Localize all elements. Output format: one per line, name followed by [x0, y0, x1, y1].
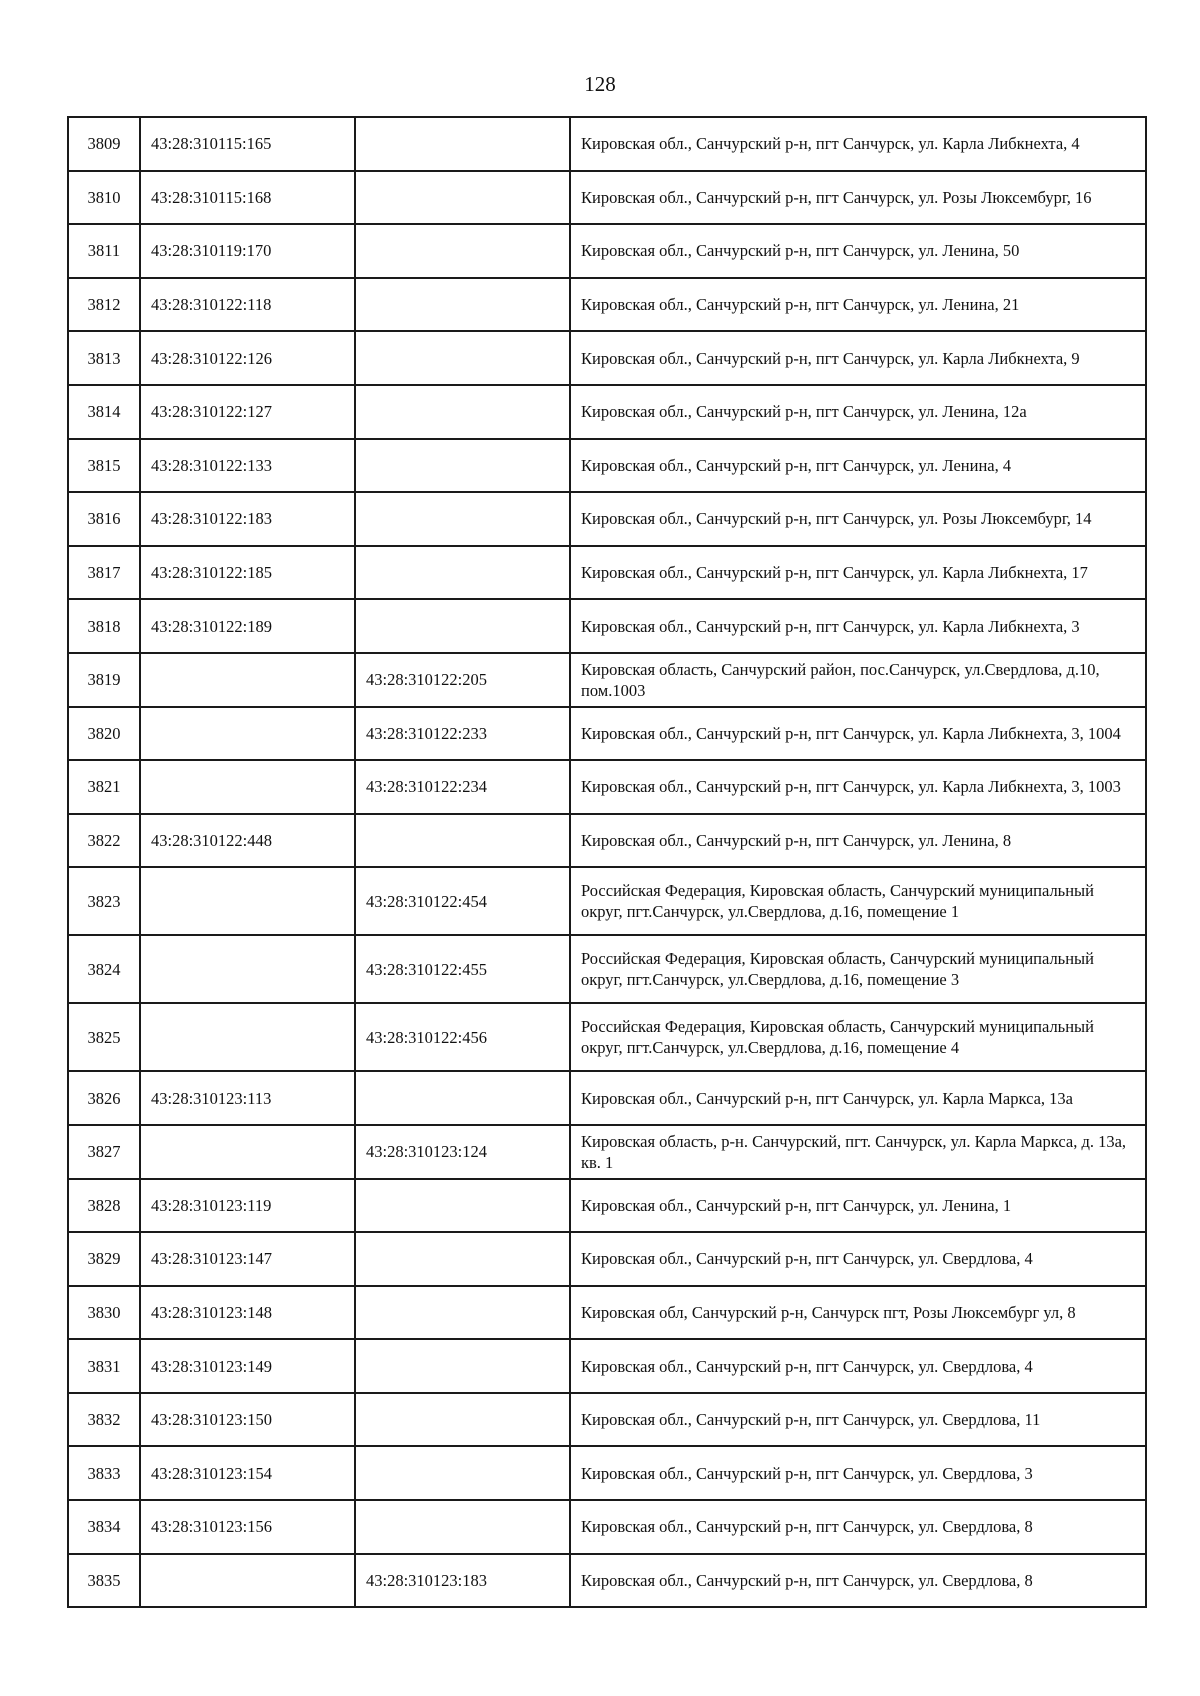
row-number-cell: 3821: [68, 760, 140, 814]
object-cadastral-cell: 43:28:310123:124: [355, 1125, 570, 1179]
address-cell: Кировская обл., Санчурский р-н, пгт Санчурск, ул. Свердлова, 8: [570, 1554, 1146, 1608]
row-number-cell: 3811: [68, 224, 140, 278]
land-cadastral-cell: 43:28:310123:154: [140, 1446, 355, 1500]
object-cadastral-cell: [355, 171, 570, 225]
object-cadastral-cell: [355, 224, 570, 278]
object-cadastral-cell: [355, 814, 570, 868]
land-cadastral-cell: 43:28:310122:189: [140, 599, 355, 653]
object-cadastral-cell: 43:28:310122:205: [355, 653, 570, 707]
row-number-cell: 3835: [68, 1554, 140, 1608]
object-cadastral-cell: 43:28:310122:454: [355, 867, 570, 935]
object-cadastral-cell: [355, 546, 570, 600]
table-row: [68, 439, 1146, 493]
table-row: [68, 1286, 1146, 1340]
object-cadastral-cell: [355, 1446, 570, 1500]
land-cadastral-cell: [140, 867, 355, 935]
address-cell: Кировская обл., Санчурский р-н, пгт Санчурск, ул. Розы Люксембург, 16: [570, 171, 1146, 225]
row-number-cell: 3827: [68, 1125, 140, 1179]
land-cadastral-cell: 43:28:310115:165: [140, 117, 355, 171]
land-cadastral-cell: 43:28:310122:183: [140, 492, 355, 546]
land-cadastral-cell: 43:28:310123:156: [140, 1500, 355, 1554]
address-cell: Кировская обл., Санчурский р-н, пгт Санчурск, ул. Ленина, 50: [570, 224, 1146, 278]
address-cell: Российская Федерация, Кировская область, Санчурский муниципальный округ, пгт.Санчурск, ул.Свердлова, д.16, помещение 3: [570, 935, 1146, 1003]
land-cadastral-cell: 43:28:310115:168: [140, 171, 355, 225]
row-number-cell: 3824: [68, 935, 140, 1003]
object-cadastral-cell: [355, 117, 570, 171]
land-cadastral-cell: 43:28:310122:448: [140, 814, 355, 868]
address-cell: Кировская обл., Санчурский р-н, пгт Санчурск, ул. Ленина, 8: [570, 814, 1146, 868]
row-number-cell: 3832: [68, 1393, 140, 1447]
address-cell: Кировская обл., Санчурский р-н, пгт Санчурск, ул. Свердлова, 4: [570, 1339, 1146, 1393]
table-row: [68, 1071, 1146, 1125]
land-cadastral-cell: 43:28:310123:119: [140, 1179, 355, 1233]
land-cadastral-cell: [140, 1554, 355, 1608]
address-cell: Кировская обл., Санчурский р-н, пгт Санчурск, ул. Карла Либкнехта, 4: [570, 117, 1146, 171]
row-number-cell: 3833: [68, 1446, 140, 1500]
row-number-cell: 3813: [68, 331, 140, 385]
land-cadastral-cell: 43:28:310119:170: [140, 224, 355, 278]
address-cell: Кировская область, р-н. Санчурский, пгт. Санчурск, ул. Карла Маркса, д. 13а, кв. 1: [570, 1125, 1146, 1179]
table-row: [68, 224, 1146, 278]
land-cadastral-cell: [140, 1125, 355, 1179]
address-cell: Кировская обл., Санчурский р-н, пгт Санчурск, ул. Ленина, 12а: [570, 385, 1146, 439]
land-cadastral-cell: 43:28:310123:113: [140, 1071, 355, 1125]
table-row: [68, 1554, 1146, 1608]
object-cadastral-cell: [355, 1179, 570, 1233]
table-row: [68, 546, 1146, 600]
land-cadastral-cell: 43:28:310123:150: [140, 1393, 355, 1447]
object-cadastral-cell: [355, 492, 570, 546]
row-number-cell: 3829: [68, 1232, 140, 1286]
land-cadastral-cell: [140, 760, 355, 814]
row-number-cell: 3828: [68, 1179, 140, 1233]
address-cell: Кировская обл., Санчурский р-н, пгт Санчурск, ул. Карла Либкнехта, 3, 1004: [570, 707, 1146, 761]
address-cell: Кировская обл., Санчурский р-н, пгт Санчурск, ул. Свердлова, 4: [570, 1232, 1146, 1286]
address-cell: Кировская обл., Санчурский р-н, пгт Санчурск, ул. Карла Либкнехта, 17: [570, 546, 1146, 600]
address-cell: Кировская обл., Санчурский р-н, пгт Санчурск, ул. Карла Либкнехта, 9: [570, 331, 1146, 385]
object-cadastral-cell: [355, 1232, 570, 1286]
object-cadastral-cell: [355, 278, 570, 332]
address-cell: Кировская обл., Санчурский р-н, пгт Санчурск, ул. Свердлова, 3: [570, 1446, 1146, 1500]
object-cadastral-cell: [355, 385, 570, 439]
land-cadastral-cell: 43:28:310122:127: [140, 385, 355, 439]
row-number-cell: 3816: [68, 492, 140, 546]
table-row: [68, 1393, 1146, 1447]
land-cadastral-cell: 43:28:310122:185: [140, 546, 355, 600]
table-row: [68, 1446, 1146, 1500]
table-row: [68, 1232, 1146, 1286]
object-cadastral-cell: 43:28:310122:233: [355, 707, 570, 761]
land-cadastral-cell: [140, 935, 355, 1003]
land-cadastral-cell: 43:28:310123:148: [140, 1286, 355, 1340]
row-number-cell: 3822: [68, 814, 140, 868]
object-cadastral-cell: [355, 1286, 570, 1340]
table-row: [68, 171, 1146, 225]
row-number-cell: 3814: [68, 385, 140, 439]
land-cadastral-cell: [140, 1003, 355, 1071]
table-row: [68, 935, 1146, 1003]
table-row: [68, 1125, 1146, 1179]
table-row: [68, 278, 1146, 332]
object-cadastral-cell: 43:28:310122:456: [355, 1003, 570, 1071]
row-number-cell: 3810: [68, 171, 140, 225]
object-cadastral-cell: [355, 439, 570, 493]
page-number: 128: [584, 72, 616, 96]
address-cell: Российская Федерация, Кировская область, Санчурский муниципальный округ, пгт.Санчурск, ул.Свердлова, д.16, помещение 1: [570, 867, 1146, 935]
land-cadastral-cell: 43:28:310122:133: [140, 439, 355, 493]
object-cadastral-cell: [355, 1339, 570, 1393]
address-cell: Кировская область, Санчурский район, пос.Санчурск, ул.Свердлова, д.10, пом.1003: [570, 653, 1146, 707]
address-cell: Кировская обл., Санчурский р-н, пгт Санчурск, ул. Карла Маркса, 13а: [570, 1071, 1146, 1125]
table-row: [68, 1500, 1146, 1554]
address-cell: Кировская обл., Санчурский р-н, пгт Санчурск, ул. Свердлова, 11: [570, 1393, 1146, 1447]
land-cadastral-cell: [140, 653, 355, 707]
land-cadastral-cell: 43:28:310122:126: [140, 331, 355, 385]
row-number-cell: 3815: [68, 439, 140, 493]
table-row: [68, 331, 1146, 385]
table-row: [68, 1003, 1146, 1071]
table-row: [68, 1339, 1146, 1393]
object-cadastral-cell: 43:28:310122:455: [355, 935, 570, 1003]
table-row: [68, 707, 1146, 761]
object-cadastral-cell: 43:28:310123:183: [355, 1554, 570, 1608]
row-number-cell: 3819: [68, 653, 140, 707]
address-cell: Кировская обл., Санчурский р-н, пгт Санчурск, ул. Ленина, 4: [570, 439, 1146, 493]
table-row: [68, 599, 1146, 653]
table-row: [68, 653, 1146, 707]
row-number-cell: 3823: [68, 867, 140, 935]
row-number-cell: 3812: [68, 278, 140, 332]
row-number-cell: 3820: [68, 707, 140, 761]
land-cadastral-cell: 43:28:310123:147: [140, 1232, 355, 1286]
table-row: [68, 1179, 1146, 1233]
address-cell: Кировская обл., Санчурский р-н, пгт Санчурск, ул. Свердлова, 8: [570, 1500, 1146, 1554]
row-number-cell: 3826: [68, 1071, 140, 1125]
object-cadastral-cell: [355, 599, 570, 653]
address-cell: Кировская обл, Санчурский р-н, Санчурск пгт, Розы Люксембург ул, 8: [570, 1286, 1146, 1340]
land-cadastral-cell: 43:28:310123:149: [140, 1339, 355, 1393]
address-cell: Кировская обл., Санчурский р-н, пгт Санчурск, ул. Карла Либкнехта, 3, 1003: [570, 760, 1146, 814]
table-row: [68, 492, 1146, 546]
address-cell: Кировская обл., Санчурский р-н, пгт Санчурск, ул. Ленина, 21: [570, 278, 1146, 332]
registry-table-body: [68, 117, 1146, 1607]
land-cadastral-cell: [140, 707, 355, 761]
table-row: [68, 385, 1146, 439]
table-row: [68, 760, 1146, 814]
object-cadastral-cell: [355, 1393, 570, 1447]
address-cell: Кировская обл., Санчурский р-н, пгт Санчурск, ул. Карла Либкнехта, 3: [570, 599, 1146, 653]
table-row: [68, 867, 1146, 935]
address-cell: Кировская обл., Санчурский р-н, пгт Санчурск, ул. Розы Люксембург, 14: [570, 492, 1146, 546]
row-number-cell: 3834: [68, 1500, 140, 1554]
address-cell: Кировская обл., Санчурский р-н, пгт Санчурск, ул. Ленина, 1: [570, 1179, 1146, 1233]
row-number-cell: 3825: [68, 1003, 140, 1071]
object-cadastral-cell: 43:28:310122:234: [355, 760, 570, 814]
row-number-cell: 3809: [68, 117, 140, 171]
land-cadastral-cell: 43:28:310122:118: [140, 278, 355, 332]
table-row: [68, 117, 1146, 171]
object-cadastral-cell: [355, 1500, 570, 1554]
row-number-cell: 3817: [68, 546, 140, 600]
row-number-cell: 3830: [68, 1286, 140, 1340]
row-number-cell: 3818: [68, 599, 140, 653]
registry-table: [67, 116, 1147, 1608]
table-row: [68, 814, 1146, 868]
address-cell: Российская Федерация, Кировская область, Санчурский муниципальный округ, пгт.Санчурск, ул.Свердлова, д.16, помещение 4: [570, 1003, 1146, 1071]
object-cadastral-cell: [355, 1071, 570, 1125]
object-cadastral-cell: [355, 331, 570, 385]
row-number-cell: 3831: [68, 1339, 140, 1393]
